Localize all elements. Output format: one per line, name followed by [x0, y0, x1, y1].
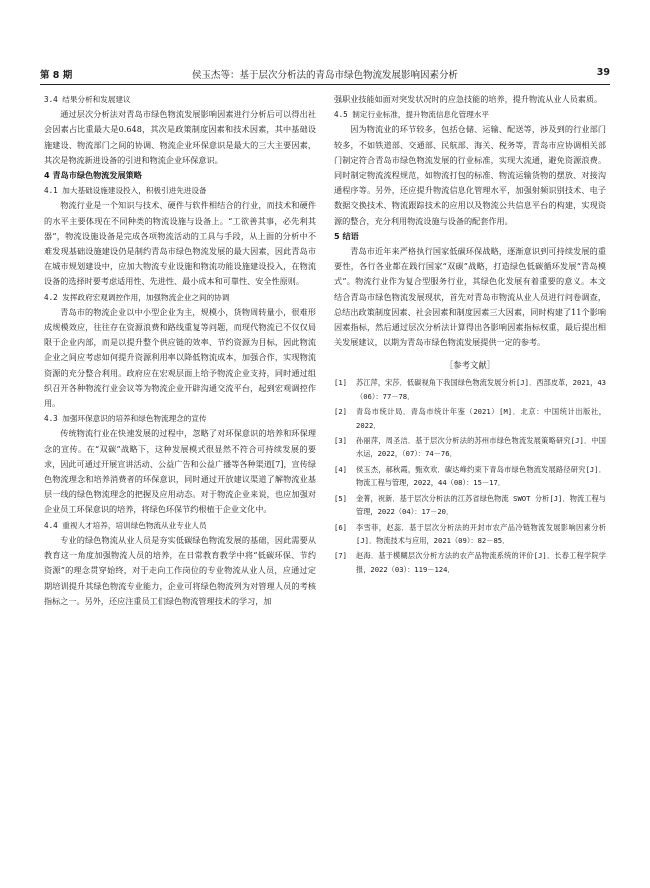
section-4-1-paragraph: 物流行业是一个知识与技术、硬件与软件相结合的行业，而技术和硬件的水平主要体现在不同种类的物流设施与设备上。“工欲善其事，必先利其器”，物流设施设备是完成各项物流活动的工具与手段，从上面的分析中不难发现基础设施建设仍是制约青岛市绿色物流发展的最大因素，因此青岛市在城市规划建设中，应加大物流专业设施和物流功能设施建设投入，在物流设备的选择时要考虑适用性、先进性、最小成本和可靠性、安全性原则。 [44, 200, 316, 287]
reference-text: 李雪菲，赵蕊．基于层次分析法的开封市农产品冷链物流发展影响因素分析[J]．物流技术与应用，2021（09）：82－85． [356, 522, 606, 545]
section-5-heading: 5 结语 [334, 230, 359, 241]
reference-item [334, 492, 606, 519]
section-4-1-heading: 4.1 加大基础设施建设投入，积极引进先进设备 [44, 186, 207, 196]
left-column [44, 92, 316, 609]
section-4-4-paragraph: 专业的绿色物流从业人员是夯实低碳绿色物流发展的基础，因此需要从教育这一角度加强物流人员的培养，在日常教育教学中将“低碳环保、节约资源”的理念贯穿始终，对于走向工作岗位的专业物流从业人员，应通过定期培训提升其绿色物流专业能力，企业可将绿色物流列为对管理人员的考核指标之一。另外，还应注重员工们绿色物流管理技术的学习，加 [44, 534, 316, 606]
section-4-4-continuation: 强职业技能如面对突发状况时的应急技能的培养，提升物流从业人员素质。 [334, 94, 603, 104]
running-title: 侯玉杰等：基于层次分析法的青岛市绿色物流发展影响因素分析 [191, 70, 458, 81]
reference-number: [4] [334, 464, 347, 474]
page-number: 39 [596, 67, 610, 78]
reference-number: [3] [334, 436, 347, 446]
reference-number: [7] [334, 551, 347, 561]
reference-number: [2] [334, 407, 347, 417]
issue-label: 第 8 期 [40, 70, 73, 81]
reference-text: 青岛市统计局．青岛市统计年鉴（2021）[M]．北京：中国统计出版社，2022． [356, 407, 606, 430]
reference-text: 赵海．基于模糊层次分析方法的农产品物流系统的评价[J]．长春工程学院学报，2022（03）：119－124． [356, 551, 606, 574]
reference-item [334, 405, 606, 432]
right-column [334, 92, 606, 578]
reference-item [334, 549, 606, 576]
section-4-3-heading: 4.3 加强环保意识的培养和绿色物流理念的宣传 [44, 414, 207, 424]
section-3-4-paragraph: 通过层次分析法对青岛市绿色物流发展影响因素进行分析后可以得出社会因素占比重最大是0.648，其次是政策制度因素和技术因素，其中基础设施建设、物流部门之间的协调、物流企业环保意识是最大的三大主要因素，其次是物流新进设备的引进和物流企业环保意识。 [44, 109, 316, 165]
header-rule [40, 84, 610, 85]
reference-item [334, 376, 606, 403]
section-4-3-paragraph: 传统物流行业在快速发展的过程中，忽略了对环保意识的培养和环保理念的宣传。在“双碳”战略下，这种发展模式很显然不符合可持续发展的要求，因此可通过开展宣讲活动、公益广告和公益广播等各种渠道[7]，宣传绿色物流理念和培养消费者的环保意识，同时通过开放建议渠道了解物流业基层一线的绿色物流理念的把握及应用动态。对于物流企业来说，也应加强对企业员工环保意识的培养，将绿色环保节约根植于企业文化中。 [44, 428, 316, 515]
reference-item [334, 434, 606, 461]
section-3-4-heading: 3.4 结果分析和发展建议 [44, 95, 131, 104]
section-4-2-heading: 4.2 发挥政府宏观调控作用，加强物流企业之间的协调 [44, 292, 230, 302]
section-4-2-paragraph: 青岛市的物流企业以中小型企业为主，规模小，货物周转量小，很难形成规模效应，往往存在资源浪费和路线重复等问题，而现代物流已不仅仅局限于企业内部，而是以提升整个供应链的效率、节约资源为目标，因此物流企业之间应考虑如何提升资源利用率以降低物流成本，加强合作，实现物流资源的充分整合利用。政府应在宏观层面上给予物流企业支持，同时通过组织召开各种物流行业会议等为物流企业开辟沟通交流平台，起到宏观调控作用。 [44, 306, 316, 409]
section-5-paragraph: 青岛市近年来严格执行国家低碳环保战略，逐渐意识到可持续发展的重要性，各行各业都在践行国家“双碳”战略，打造绿色低碳循环发展“青岛模式”。物流行业作为复合型服务行业，其绿色化发展有着重要的意义。本文结合青岛市绿色物流发展现状，首先对青岛市物流从业人员进行问卷调查，总结出政策制度因素、社会因素和制度因素三大因素，同时构建了11个影响因素指标，然后通过层次分析法计算得出各影响因素指标权重，最后提出相关发展建议，以期为青岛市绿色物流发展提供一定的参考。 [334, 246, 606, 348]
references-list [334, 376, 606, 576]
reference-number: [5] [334, 493, 347, 503]
running-header [40, 65, 610, 81]
section-4-4-heading: 4.4 重视人才培养，培训绿色物流从业专业人员 [44, 520, 207, 530]
reference-number: [6] [334, 522, 347, 532]
reference-text: 孙丽萍，周圣洁．基于层次分析法的苏州市绿色物流发展策略研究[J]．中国水运，2022，（07）：74－76． [356, 436, 606, 459]
reference-text: 苏江萍，宋莎．低碳视角下我国绿色物流发展分析[J]．西部皮革，2021，43（06）：77－78． [356, 378, 606, 401]
reference-number: [1] [334, 378, 347, 388]
reference-item [334, 521, 606, 548]
reference-text: 侯玉杰，郝秋霞，甄欢欢．碳达峰约束下青岛市绿色物流发展路径研究[J]．物流工程与管理，2022，44（08）：15－17． [356, 464, 606, 488]
reference-item [334, 463, 606, 490]
section-4-5-paragraph: 因为物流业的环节较多，包括仓储、运输、配送等，涉及到的行业部门较多，不如铁道部、交通部、民航部、海关、税务等，青岛市应协调相关部门制定符合青岛市绿色物流发展的行业标准，实现大流通，避免资源浪费。同时制定物流流程规范，如物流打包的标准、物流运输货物的摆放、对接沟通程序等。另外，还应提升物流信息化管理水平，加强射频识别技术、电子数据交换技术、物流跟踪技术的应用以及物流公共信息平台的构建，实现资源的整合，充分利用物流设施与设备的配套作用。 [334, 124, 606, 226]
reference-text: 金菁，祝新．基于层次分析法的江苏省绿色物流 SWOT 分析[J]．物流工程与管理，2022（04）：17－20． [356, 493, 606, 517]
section-4-5-heading: 4.5 制定行业标准，提升物流信息化管理水平 [334, 110, 489, 120]
section-4-heading: 4 青岛市绿色物流发展策略 [44, 170, 142, 181]
references-heading: ［参考文献］ [444, 360, 496, 371]
